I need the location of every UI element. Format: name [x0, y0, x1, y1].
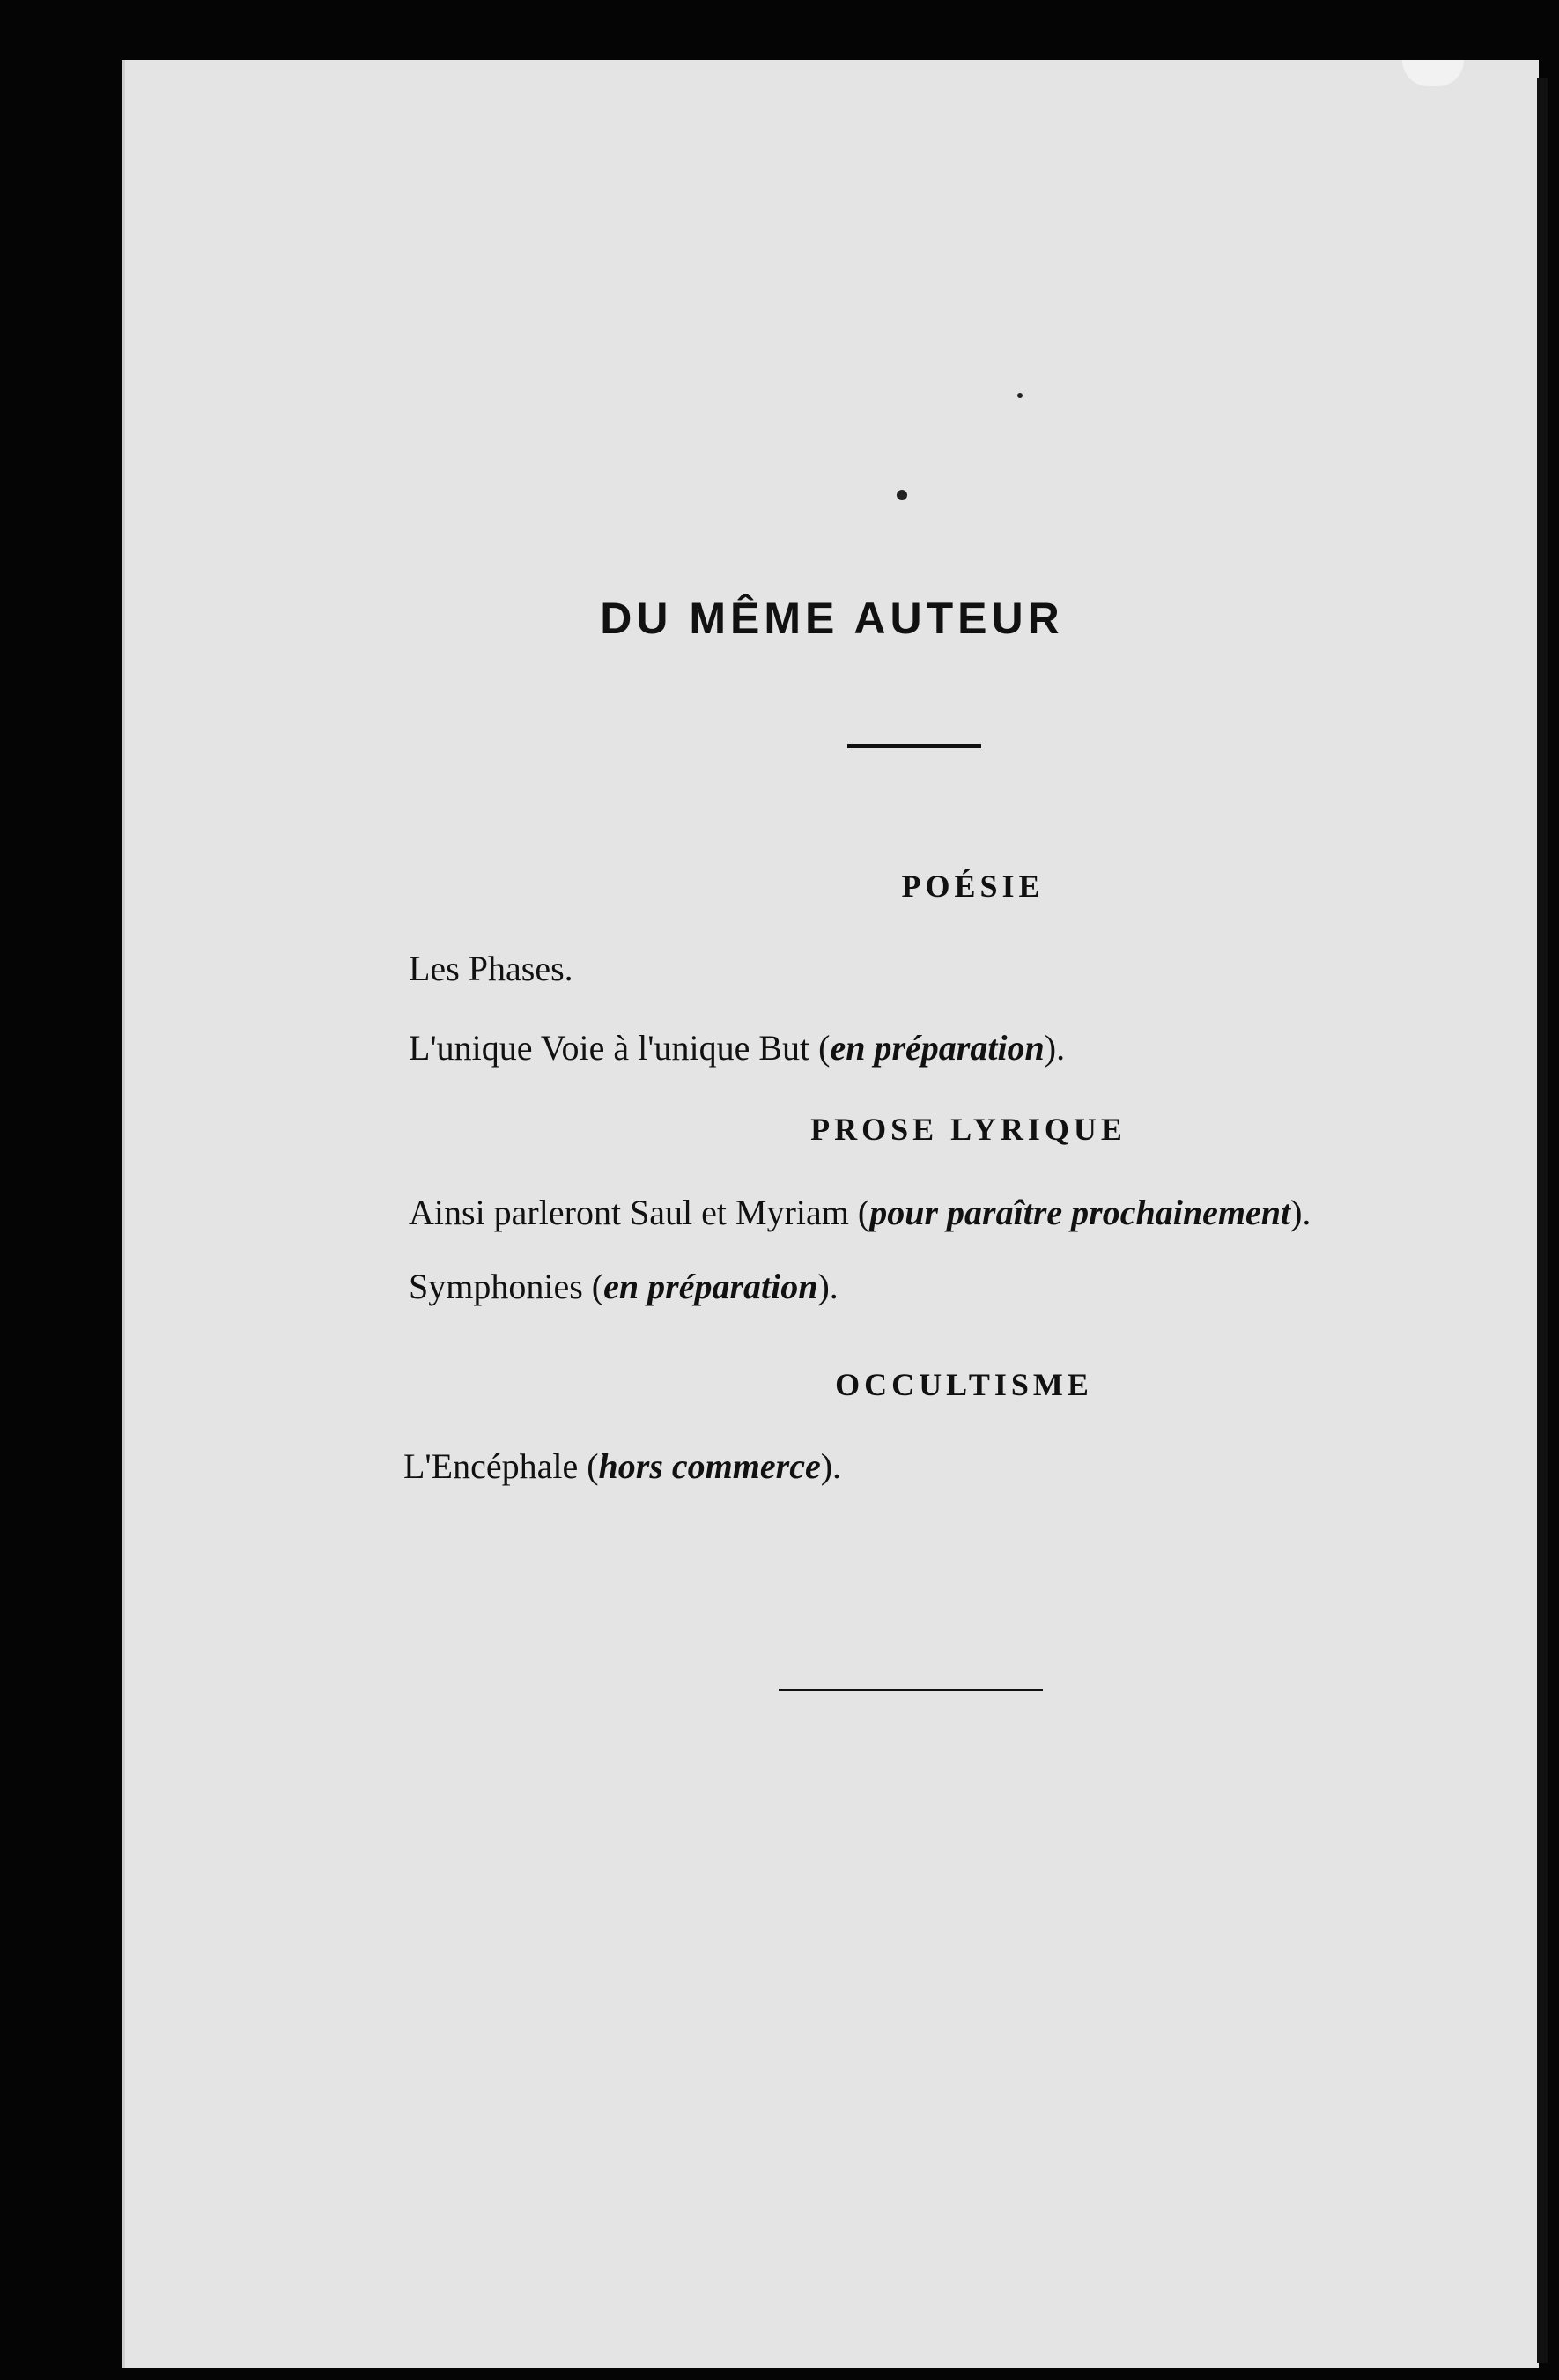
entry-text: Les Phases. — [409, 949, 573, 988]
entry-saul-myriam — [409, 1192, 1311, 1233]
entry-tail: ). — [817, 1267, 839, 1306]
entry-encephale — [403, 1445, 841, 1487]
section-title-prose-lyrique: PROSE LYRIQUE — [810, 1112, 1127, 1147]
speck — [1017, 393, 1023, 398]
entry-note: hors commerce — [598, 1446, 821, 1486]
entry-text: Symphonies ( — [409, 1267, 604, 1306]
entry-text: L'unique Voie à l'unique But ( — [409, 1028, 831, 1068]
section-title-occultisme: OCCULTISME — [835, 1367, 1093, 1402]
entry-les-phases — [409, 948, 573, 989]
entry-unique-voie — [409, 1027, 1065, 1068]
entry-tail: ). — [820, 1446, 842, 1486]
page-edge — [1537, 78, 1548, 2363]
entry-note: pour paraître prochainement — [869, 1193, 1291, 1232]
entry-text: Ainsi parleront Saul et Myriam ( — [409, 1193, 870, 1232]
speck — [897, 490, 907, 500]
section-title-poesie: POÉSIE — [901, 868, 1045, 904]
scan-artifact — [1402, 60, 1464, 86]
entry-text: L'Encéphale ( — [403, 1446, 599, 1486]
entry-note: en préparation — [830, 1028, 1045, 1068]
title-rule — [847, 744, 981, 748]
entry-symphonies — [409, 1266, 839, 1307]
page-title: DU MÊME AUTEUR — [600, 594, 1064, 643]
book-page — [122, 60, 1539, 2368]
entry-tail: ). — [1044, 1028, 1066, 1068]
closing-rule — [779, 1689, 1043, 1691]
entry-note: en préparation — [603, 1267, 818, 1306]
entry-tail: ). — [1290, 1193, 1311, 1232]
